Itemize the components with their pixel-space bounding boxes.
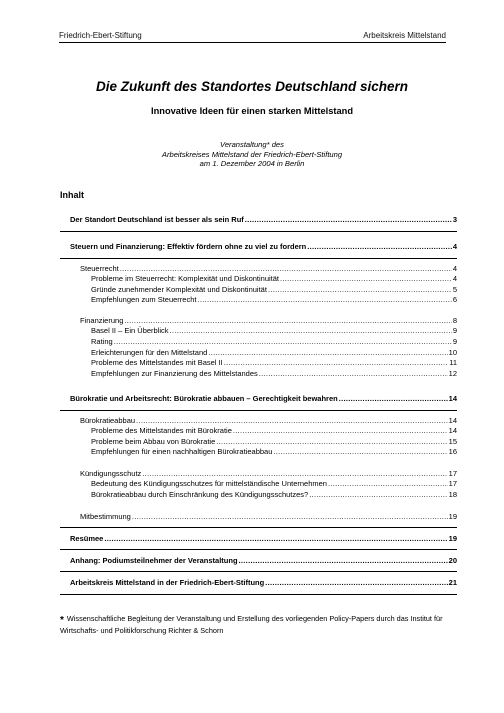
toc-dot-leader [216, 437, 447, 446]
toc-page-number: 17 [448, 479, 457, 488]
toc-page-number: 11 [449, 358, 457, 367]
toc-subsection-row[interactable] [91, 426, 457, 435]
toc-entry-label: Empfehlungen zur Finanzierung des Mittelstandes [91, 369, 258, 378]
toc-dot-leader [114, 337, 452, 346]
toc-section-row[interactable] [80, 316, 457, 325]
toc-entry-label: Arbeitskreis Mittelstand in der Friedrich-Ebert-Stiftung [70, 578, 265, 587]
toc-chapter-row[interactable] [70, 578, 457, 587]
toc-heading: Inhalt [60, 190, 84, 200]
header-left: Friedrich-Ebert-Stiftung [59, 31, 142, 40]
toc-entry-label: Gründe zunehmender Komplexität und Diskontinuität [91, 285, 267, 294]
toc-divider [60, 571, 457, 572]
toc-page-number: 21 [448, 578, 457, 587]
toc-page-number: 4 [452, 242, 457, 251]
toc-entry-label: Der Standort Deutschland ist besser als sein Ruf [70, 215, 244, 224]
toc-dot-leader [339, 394, 448, 403]
footnote [60, 614, 452, 636]
toc-subsection-row[interactable] [91, 348, 457, 357]
toc-subsection-row[interactable] [91, 490, 457, 499]
toc-section-row[interactable] [80, 416, 457, 425]
toc-subsection-row[interactable] [91, 479, 457, 488]
toc-dot-leader [309, 490, 447, 499]
toc-dot-leader [233, 426, 448, 435]
event-line-1: Veranstaltung* des [220, 140, 284, 149]
toc-page-number: 8 [452, 316, 457, 325]
document-subtitle: Innovative Ideen für einen starken Mittelstand [151, 106, 353, 116]
document-title: Die Zukunft des Standortes Deutschland sichern [95, 79, 409, 94]
toc-page-number: 19 [448, 512, 457, 521]
toc-page-number: 17 [448, 469, 457, 478]
toc-dot-leader [307, 242, 452, 251]
toc-dot-leader [142, 469, 447, 478]
toc-divider [60, 549, 457, 550]
toc-chapter-row[interactable] [70, 534, 457, 543]
toc-dot-leader [239, 556, 448, 565]
toc-subsection-row[interactable] [91, 326, 457, 335]
toc-subsection-row[interactable] [91, 295, 457, 304]
toc-dot-leader [104, 534, 447, 543]
toc-divider [60, 527, 457, 528]
event-line-3: am 1. Dezember 2004 in Berlin [199, 159, 305, 169]
toc-page-number: 12 [448, 369, 457, 378]
header-right: Arbeitskreis Mittelstand [363, 31, 446, 40]
toc-dot-leader [124, 316, 451, 325]
page-header [59, 31, 446, 43]
toc-entry-label: Bürokratie und Arbeitsrecht: Bürokratie abbauen – Gerechtigkeit bewahren [70, 394, 338, 403]
toc-page-number: 16 [448, 447, 457, 456]
toc-entry-label: Anhang: Podiumsteilnehmer der Veranstaltung [70, 556, 238, 565]
toc-page-number: 15 [448, 437, 457, 446]
toc-entry-label: Rating [91, 337, 113, 346]
toc-dot-leader [280, 274, 452, 283]
toc-page-number: 4 [452, 264, 457, 273]
toc-subsection-row[interactable] [91, 285, 457, 294]
event-info [0, 140, 504, 169]
toc-page-number: 10 [448, 348, 457, 357]
toc-dot-leader [208, 348, 447, 357]
toc-entry-label: Kündigungsschutz [80, 469, 142, 478]
toc-chapter-row[interactable] [70, 242, 457, 251]
toc-subsection-row[interactable] [91, 369, 457, 378]
toc-subsection-row[interactable] [91, 437, 457, 446]
toc-entry-label: Bürokratieabbau [80, 416, 136, 425]
toc-chapter-row[interactable] [70, 215, 457, 224]
footnote-marker: * [60, 615, 64, 626]
footnote-text: Wissenschaftliche Begleitung der Veranstaltung und Erstellung des vorliegenden Policy-Papers durch das Institut für Wirtschafts- und Politikforschung Richter & Schorn [60, 614, 443, 635]
toc-entry-label: Steuerrecht [80, 264, 119, 273]
toc-dot-leader [224, 358, 448, 367]
toc-page-number: 6 [452, 295, 457, 304]
toc-entry-label: Probleme im Steuerrecht: Komplexität und Diskontinuität [91, 274, 280, 283]
toc-page-number: 9 [452, 326, 457, 335]
toc-entry-label: Bürokratieabbau durch Einschränkung des Kündigungsschutzes? [91, 490, 309, 499]
toc-page-number: 19 [448, 534, 457, 543]
toc-subsection-row[interactable] [91, 447, 457, 456]
toc-entry-label: Bedeutung des Kündigungsschutzes für mittelständische Unternehmen [91, 479, 327, 488]
toc-entry-label: Steuern und Finanzierung: Effektiv fördern ohne zu viel zu fordern [70, 242, 307, 251]
toc-entry-label: Probleme des Mittelstandes mit Basel II [91, 358, 223, 367]
toc-dot-leader [259, 369, 448, 378]
toc-page-number: 18 [448, 490, 457, 499]
toc-entry-label: Empfehlungen für einen nachhaltigen Bürokratieabbau [91, 447, 273, 456]
toc-entry-label: Probleme beim Abbau von Bürokratie [91, 437, 216, 446]
toc-page-number: 14 [448, 426, 457, 435]
toc-entry-label: Resümee [70, 534, 104, 543]
toc-page-number: 20 [448, 556, 457, 565]
event-line-2: Arbeitskreises Mittelstand der Friedrich-Ebert-Stiftung [161, 149, 343, 159]
toc-page-number: 9 [452, 337, 457, 346]
toc-entry-label: Erleichterungen für den Mittelstand [91, 348, 208, 357]
toc-divider [60, 594, 457, 595]
toc-dot-leader [197, 295, 451, 304]
toc-page-number: 14 [448, 416, 457, 425]
toc-section-row[interactable] [80, 264, 457, 273]
toc-entry-label: Mitbestimmung [80, 512, 131, 521]
toc-page-number: 4 [452, 274, 457, 283]
toc-dot-leader [132, 512, 448, 521]
toc-dot-leader [265, 578, 447, 587]
toc-entry-label: Empfehlungen zum Steuerrecht [91, 295, 197, 304]
toc-dot-leader [245, 215, 452, 224]
toc-chapter-row[interactable] [70, 394, 457, 403]
toc-page-number: 14 [448, 394, 457, 403]
toc-subsection-row[interactable] [91, 358, 457, 367]
toc-dot-leader [328, 479, 448, 488]
toc-divider [60, 258, 457, 259]
toc-page-number: 3 [452, 215, 457, 224]
toc-section-row[interactable] [80, 512, 457, 521]
toc-divider [60, 410, 457, 411]
toc-subsection-row[interactable] [91, 337, 457, 346]
toc-entry-label: Probleme des Mittelstandes mit Bürokratie [91, 426, 232, 435]
toc-subsection-row[interactable] [91, 274, 457, 283]
toc-dot-leader [120, 264, 452, 273]
toc-section-row[interactable] [80, 469, 457, 478]
toc-dot-leader [170, 326, 452, 335]
toc-page-number: 5 [452, 285, 457, 294]
toc-dot-leader [268, 285, 452, 294]
toc-entry-label: Finanzierung [80, 316, 124, 325]
toc-divider [60, 231, 457, 232]
toc-chapter-row[interactable] [70, 556, 457, 565]
toc-dot-leader [273, 447, 447, 456]
toc-dot-leader [136, 416, 448, 425]
toc-entry-label: Basel II – Ein Überblick [91, 326, 169, 335]
